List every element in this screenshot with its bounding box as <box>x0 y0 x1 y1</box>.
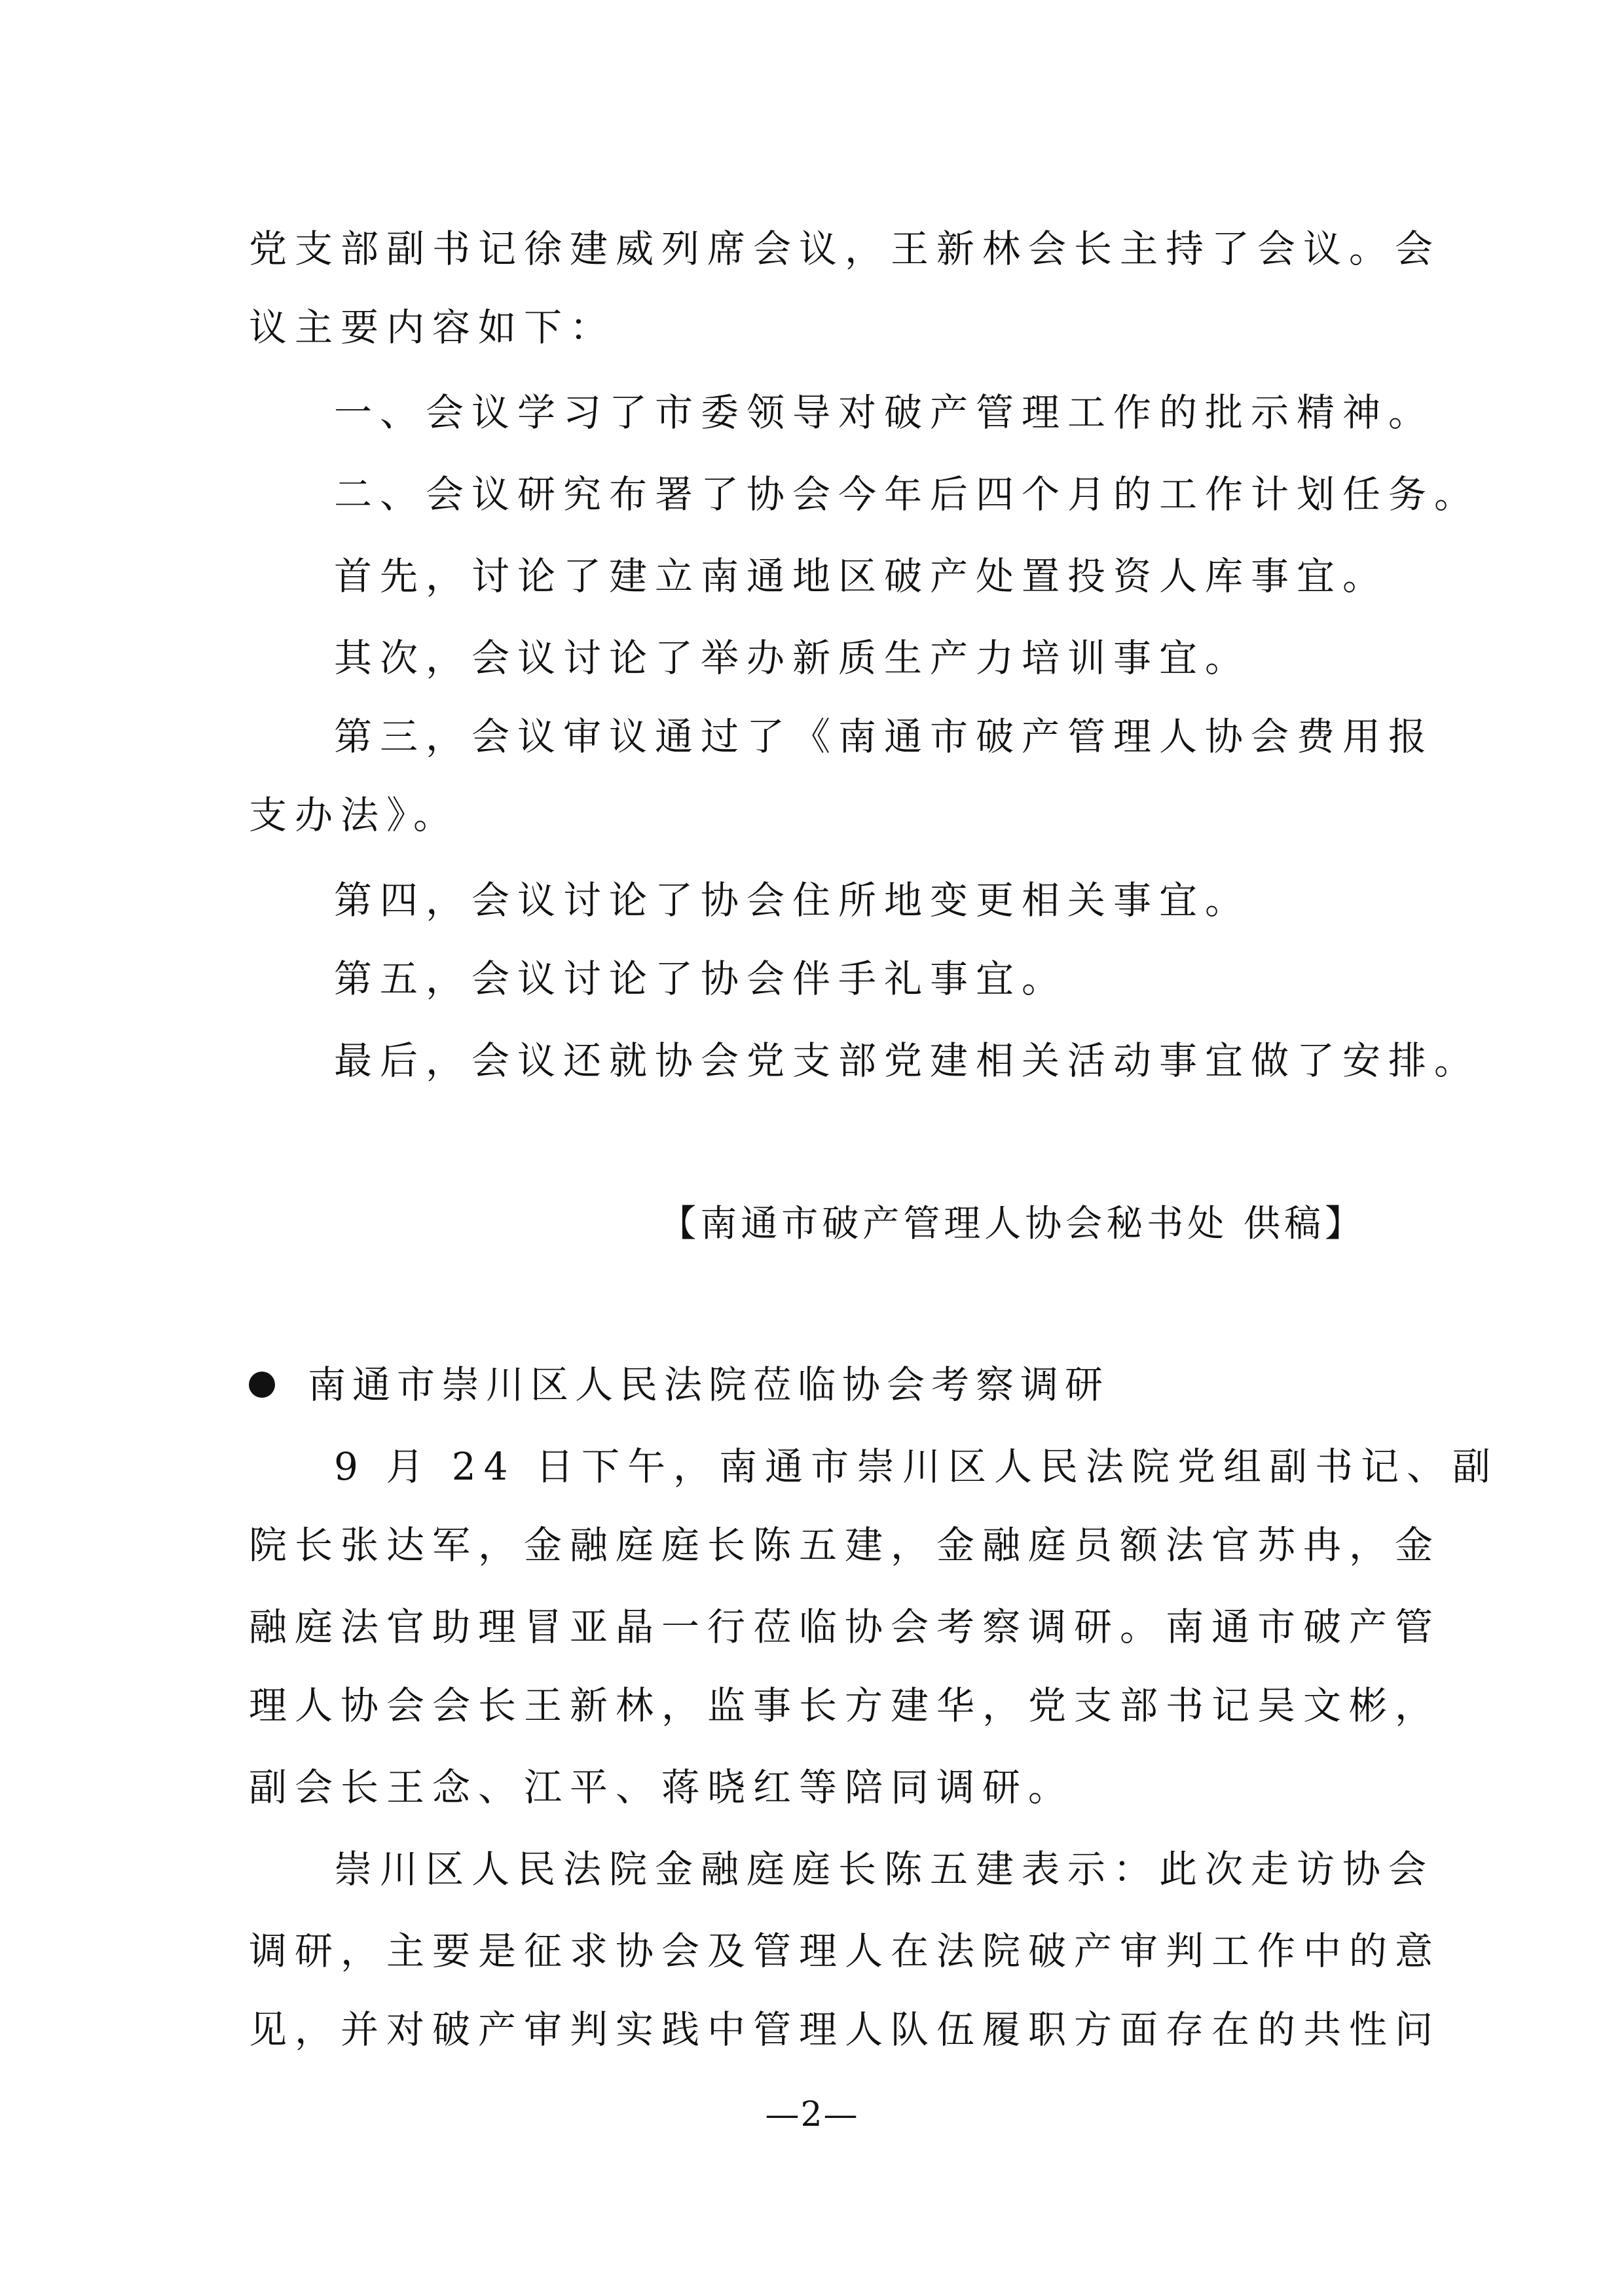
section-line-1: 9 月 24 日下午，南通市崇川区人民法院党组副书记、副 <box>334 1444 1499 1489</box>
section-line-8: 见，并对破产审判实践中管理人队伍履职方面存在的共性问 <box>249 2007 1441 2052</box>
body-line-9: 第四，会议讨论了协会住所地变更相关事宜。 <box>334 878 1251 922</box>
body-line-10: 第五，会议讨论了协会伴手礼事宜。 <box>334 957 1068 1001</box>
body-line-5: 首先，讨论了建立南通地区破产处置投资人库事宜。 <box>334 554 1389 598</box>
body-line-8: 支办法》。 <box>249 793 460 837</box>
body-line-6: 其次，会议讨论了举办新质生产力培训事宜。 <box>334 636 1251 680</box>
body-line-4: 二、会议研究布署了协会今年后四个月的工作计划任务。 <box>334 472 1481 517</box>
section-heading-text: 南通市崇川区人民法院莅临协会考察调研 <box>308 1362 1110 1407</box>
section-line-5: 副会长王念、江平、蒋晓红等陪同调研。 <box>249 1765 1075 1810</box>
section-line-2: 院长张达军，金融庭庭长陈五建，金融庭员额法官苏冉，金 <box>249 1523 1441 1567</box>
body-line-1: 党支部副书记徐建威列席会议，王新林会长主持了会议。会 <box>249 227 1441 271</box>
body-line-2: 议主要内容如下： <box>249 305 616 350</box>
source-note: 【南通市破产管理人协会秘书处 供稿】 <box>659 1203 1365 1245</box>
section-heading <box>249 1358 1109 1411</box>
bullet-icon <box>249 1372 275 1398</box>
body-line-3: 一、会议学习了市委领导对破产管理工作的批示精神。 <box>334 390 1435 435</box>
section-line-6: 崇川区人民法院金融庭庭长陈五建表示：此次走访协会 <box>334 1847 1435 1891</box>
page-number: —2— <box>765 2095 859 2134</box>
section-line-4: 理人协会会长王新林，监事长方建华，党支部书记吴文彬， <box>249 1683 1441 1728</box>
body-line-11: 最后，会议还就协会党支部党建相关活动事宜做了安排。 <box>334 1038 1481 1083</box>
section-line-7: 调研，主要是征求协会及管理人在法院破产审判工作中的意 <box>249 1929 1441 1973</box>
body-line-7: 第三，会议审议通过了《南通市破产管理人协会费用报 <box>334 714 1435 759</box>
section-line-3: 融庭法官助理冒亚晶一行莅临协会考察调研。南通市破产管 <box>249 1605 1441 1649</box>
